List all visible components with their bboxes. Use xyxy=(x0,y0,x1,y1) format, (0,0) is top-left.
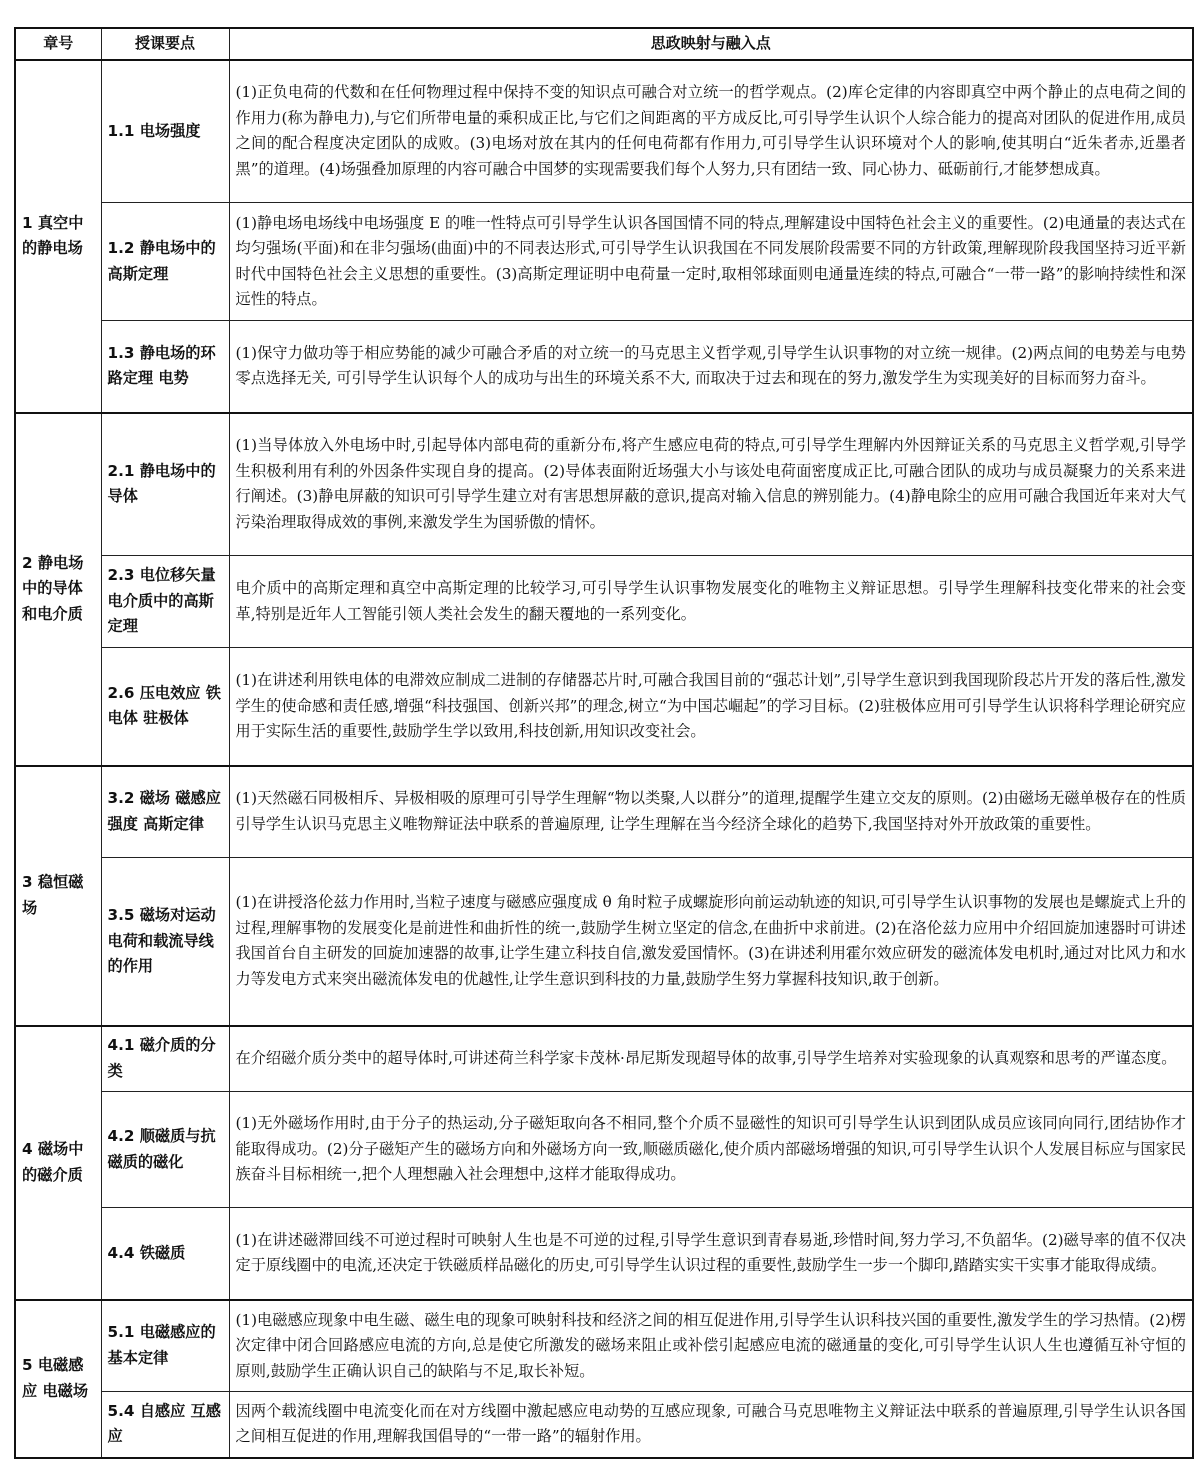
teaching-point-cell: 2.3 电位移矢量电介质中的高斯定理 xyxy=(101,556,229,648)
teaching-point-cell: 1.3 静电场的环路定理 电势 xyxy=(101,321,229,413)
teaching-point-cell: 1.2 静电场中的高斯定理 xyxy=(101,203,229,321)
table-row xyxy=(15,321,1193,413)
mapping-cell: 电介质中的高斯定理和真空中高斯定理的比较学习,可引导学生认识事物发展变化的唯物主义辩证思想。引导学生理解科技变化带来的社会变革,特别是近年人工智能引领人类社会发生的翻天覆地的一系列变化。 xyxy=(229,556,1193,648)
chapter-cell: 2 静电场中的导体和电介质 xyxy=(15,413,101,766)
mapping-cell: (1)电磁感应现象中电生磁、磁生电的现象可映射科技和经济之间的相互促进作用,引导学生认识科技兴国的重要性,激发学生的学习热情。(2)楞次定律中闭合回路感应电流的方向,总是使它所激发的磁场来阻止或补偿引起感应电流的磁通量的变化,可引导学生认识人生也遵循互补守恒的原则,鼓励学生正确认识自己的缺陷与不足,取长补短。 xyxy=(229,1300,1193,1392)
mapping-cell: (1)保守力做功等于相应势能的减少可融合矛盾的对立统一的马克思主义哲学观,引导学生认识事物的对立统一规律。(2)两点间的电势差与电势零点选择无关, 可引导学生认识每个人的成功与出生的环境关系不大, 而取决于过去和现在的努力,激发学生为实现美好的目标而努力奋斗。 xyxy=(229,321,1193,413)
mapping-cell: (1)在讲授洛伦兹力作用时,当粒子速度与磁感应强度成 θ 角时粒子成螺旋形向前运动轨迹的知识,可引导学生认识事物的发展也是螺旋式上升的过程,理解事物的发展变化是前进性和曲折性的统一,鼓励学生树立坚定的信念,在曲折中求前进。(2)在洛伦兹力应用中介绍回旋加速器时可讲述我国首台自主研发的回旋加速器的故事,让学生建立科技自信,激发爱国情怀。(3)在讲述利用霍尔效应研发的磁流体发电机时,通过对比风力和水力等发电方式来突出磁流体发电的优越性,让学生意识到科技的力量,鼓励学生努力掌握科技知识,敢于创新。 xyxy=(229,858,1193,1026)
teaching-point-cell: 3.2 磁场 磁感应强度 高斯定律 xyxy=(101,766,229,858)
teaching-point-cell: 5.4 自感应 互感应 xyxy=(101,1392,229,1458)
mapping-cell: (1)在讲述利用铁电体的电滞效应制成二进制的存储器芯片时,可融合我国目前的“强芯计划”,引导学生意识到我国现阶段芯片开发的落后性,激发学生的使命感和责任感,增强“科技强国、创新兴邦”的理念,树立“为中国芯崛起”的学习目标。(2)驻极体应用可引导学生认识将科学理论研究应用于实际生活的重要性,鼓励学生学以致用,科技创新,用知识改变社会。 xyxy=(229,648,1193,766)
chapter-cell: 4 磁场中的磁介质 xyxy=(15,1026,101,1300)
mapping-cell: (1)无外磁场作用时,由于分子的热运动,分子磁矩取向各不相同,整个介质不显磁性的知识可引导学生认识到团队成员应该同向同行,团结协作才能取得成功。(2)分子磁矩产生的磁场方向和外磁场方向一致,顺磁质磁化,使介质内部磁场增强的知识,可引导学生认识个人发展目标应与国家民族奋斗目标相统一,把个人理想融入社会理想中,这样才能取得成功。 xyxy=(229,1092,1193,1208)
header-ideology-mapping: 思政映射与融入点 xyxy=(229,28,1193,60)
table-row xyxy=(15,858,1193,1026)
table-row xyxy=(15,1026,1193,1092)
table-row xyxy=(15,203,1193,321)
table-row xyxy=(15,1300,1193,1392)
mapping-cell: (1)静电场电场线中电场强度 E 的唯一性特点可引导学生认识各国国情不同的特点,理解建设中国特色社会主义的重要性。(2)电通量的表达式在均匀强场(平面)和在非匀强场(曲面)中的不同表达形式,可引导学生认识我国在不同发展阶段需要不同的方针政策,理解现阶段我国坚持习近平新时代中国特色社会主义思想的重要性。(3)高斯定理证明中电荷量一定时,取相邻球面则电通量连续的特点,可融合“一带一路”的影响持续性和深远性的特点。 xyxy=(229,203,1193,321)
chapter-cell: 1 真空中的静电场 xyxy=(15,60,101,413)
mapping-cell: 因两个载流线圈中电流变化而在对方线圈中激起感应电动势的互感应现象, 可融合马克思唯物主义辩证法中联系的普遍原理,引导学生认识各国之间相互促进的作用,理解我国倡导的“一带一路”的辐射作用。 xyxy=(229,1392,1193,1458)
table-row xyxy=(15,413,1193,556)
chapter-cell: 5 电磁感应 电磁场 xyxy=(15,1300,101,1458)
table-row xyxy=(15,1092,1193,1208)
teaching-point-cell: 4.2 顺磁质与抗磁质的磁化 xyxy=(101,1092,229,1208)
teaching-point-cell: 2.1 静电场中的导体 xyxy=(101,413,229,556)
mapping-cell: (1)天然磁石同极相斥、异极相吸的原理可引导学生理解“物以类聚,人以群分”的道理,提醒学生建立交友的原则。(2)由磁场无磁单极存在的性质引导学生认识马克思主义唯物辩证法中联系的普遍原理, 让学生理解在当今经济全球化的趋势下,我国坚持对外开放政策的重要性。 xyxy=(229,766,1193,858)
teaching-point-cell: 4.1 磁介质的分类 xyxy=(101,1026,229,1092)
teaching-point-cell: 5.1 电磁感应的基本定律 xyxy=(101,1300,229,1392)
header-row xyxy=(15,28,1193,60)
header-teaching-point: 授课要点 xyxy=(101,28,229,60)
chapter-cell: 3 稳恒磁场 xyxy=(15,766,101,1026)
mapping-cell: 在介绍磁介质分类中的超导体时,可讲述荷兰科学家卡茂林·昂尼斯发现超导体的故事,引导学生培养对实验现象的认真观察和思考的严谨态度。 xyxy=(229,1026,1193,1092)
table-row xyxy=(15,556,1193,648)
ideology-mapping-table xyxy=(14,27,1194,1459)
teaching-point-cell: 2.6 压电效应 铁电体 驻极体 xyxy=(101,648,229,766)
header-chapter: 章号 xyxy=(15,28,101,60)
table-row xyxy=(15,1392,1193,1458)
table-row xyxy=(15,648,1193,766)
teaching-point-cell: 1.1 电场强度 xyxy=(101,60,229,203)
teaching-point-cell: 3.5 磁场对运动电荷和载流导线的作用 xyxy=(101,858,229,1026)
teaching-point-cell: 4.4 铁磁质 xyxy=(101,1208,229,1300)
mapping-cell: (1)当导体放入外电场中时,引起导体内部电荷的重新分布,将产生感应电荷的特点,可引导学生理解内外因辩证关系的马克思主义哲学观,引导学生积极利用有利的外因条件实现自身的提高。(2)导体表面附近场强大小与该处电荷面密度成正比,可融合团队的成功与成员凝聚力的关系来进行阐述。(3)静电屏蔽的知识可引导学生建立对有害思想屏蔽的意识,提高对输入信息的辨别能力。(4)静电除尘的应用可融合我国近年来对大气污染治理取得成效的事例,来激发学生为国骄傲的情怀。 xyxy=(229,413,1193,556)
mapping-cell: (1)正负电荷的代数和在任何物理过程中保持不变的知识点可融合对立统一的哲学观点。(2)库仑定律的内容即真空中两个静止的点电荷之间的作用力(称为静电力),与它们所带电量的乘积成正比,与它们之间距离的平方成反比,可引导学生认识个人综合能力的提高对团队的促进作用,成员之间的配合程度决定团队的成败。(3)电场对放在其内的任何电荷都有作用力,可引导学生认识环境对个人的影响,使其明白“近朱者赤,近墨者黑”的道理。(4)场强叠加原理的内容可融合中国梦的实现需要我们每个人努力,只有团结一致、同心协力、砥砺前行,才能梦想成真。 xyxy=(229,60,1193,203)
table-row xyxy=(15,1208,1193,1300)
table-row xyxy=(15,60,1193,203)
mapping-cell: (1)在讲述磁滞回线不可逆过程时可映射人生也是不可逆的过程,引导学生意识到青春易逝,珍惜时间,努力学习,不负韶华。(2)磁导率的值不仅决定于原线圈中的电流,还决定于铁磁质样品磁化的历史,可引导学生认识过程的重要性,鼓励学生一步一个脚印,踏踏实实干实事才能取得成绩。 xyxy=(229,1208,1193,1300)
table-row xyxy=(15,766,1193,858)
